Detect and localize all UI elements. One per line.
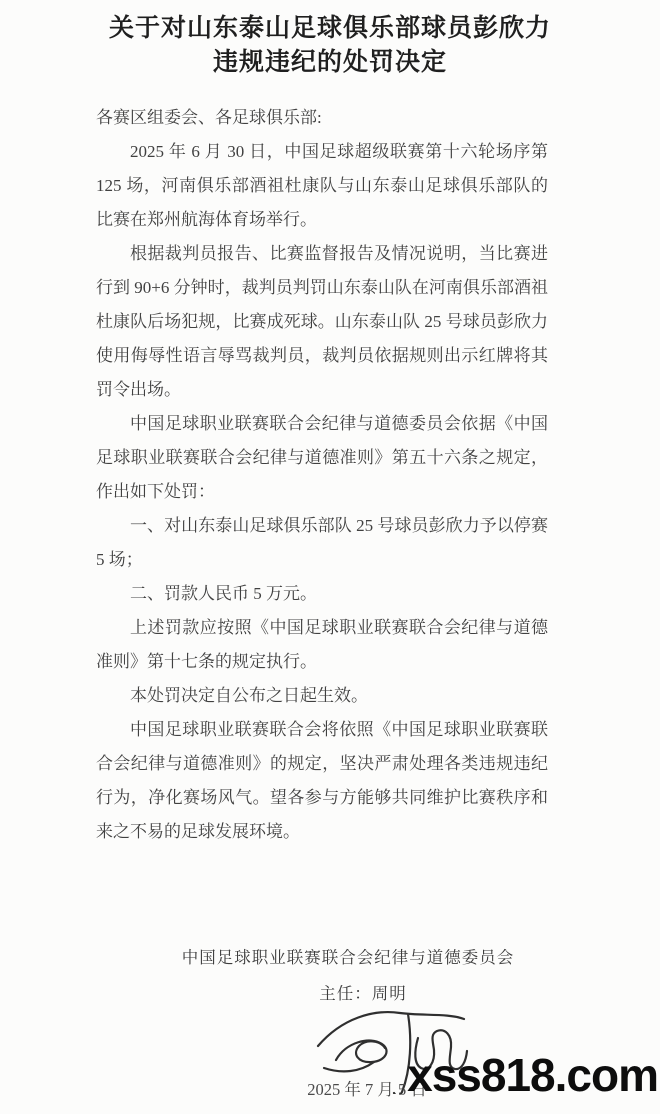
paragraph-closing-statement: 中国足球职业联赛联合会将依照《中国足球职业联赛联合会纪律与道德准则》的规定，坚决严肃处理各类违规违纪行为，净化赛场风气。望各参与方能够共同维护比赛秩序和来之不易的足球发展环境。	[96, 720, 548, 841]
document-title	[0, 12, 660, 80]
site-watermark: xss818.com	[407, 1049, 658, 1101]
paragraph-match-info: 2025 年 6 月 30 日，中国足球超级联赛第十六轮场序第 125 场，河南俱乐部酒祖杜康队与山东泰山足球俱乐部队的比赛在郑州航海体育场举行。	[96, 142, 548, 229]
paragraph-effective-date: 本处罚决定自公布之日起生效。	[130, 686, 368, 705]
salutation: 各赛区组委会、各足球俱乐部:	[96, 108, 322, 127]
document-date: 2025 年 7 月 5 日	[307, 1080, 427, 1099]
document-title-line1: 关于对山东泰山足球俱乐部球员彭欣力	[108, 15, 551, 42]
paragraph-incident: 根据裁判员报告、比赛监督报告及情况说明，当比赛进行到 90+6 分钟时，裁判员判罚山东泰山队在河南俱乐部酒祖杜康队后场犯规，比赛成死球。山东泰山队 25 号球员彭欣力使用侮辱性语言辱骂裁判员，裁判员依据规则出示红牌将其罚令出场。	[96, 244, 548, 399]
document-body	[96, 101, 548, 849]
paragraph-fine-execution: 上述罚款应按照《中国足球职业联赛联合会纪律与道德准则》第十七条的规定执行。	[96, 618, 548, 671]
paragraph-ruling-basis: 中国足球职业联赛联合会纪律与道德委员会依据《中国足球职业联赛联合会纪律与道德准则》第五十六条之规定，作出如下处罚：	[96, 414, 548, 501]
paragraph-penalty-2: 二、罚款人民币 5 万元。	[130, 584, 317, 603]
committee-name: 中国足球职业联赛联合会纪律与道德委员会	[181, 948, 515, 967]
document-title-line2: 违规违纪的处罚决定	[212, 49, 447, 76]
signer-title-name: 主任：周明	[319, 984, 407, 1003]
paragraph-penalty-1: 一、对山东泰山足球俱乐部队 25 号球员彭欣力予以停赛 5 场；	[96, 516, 548, 569]
